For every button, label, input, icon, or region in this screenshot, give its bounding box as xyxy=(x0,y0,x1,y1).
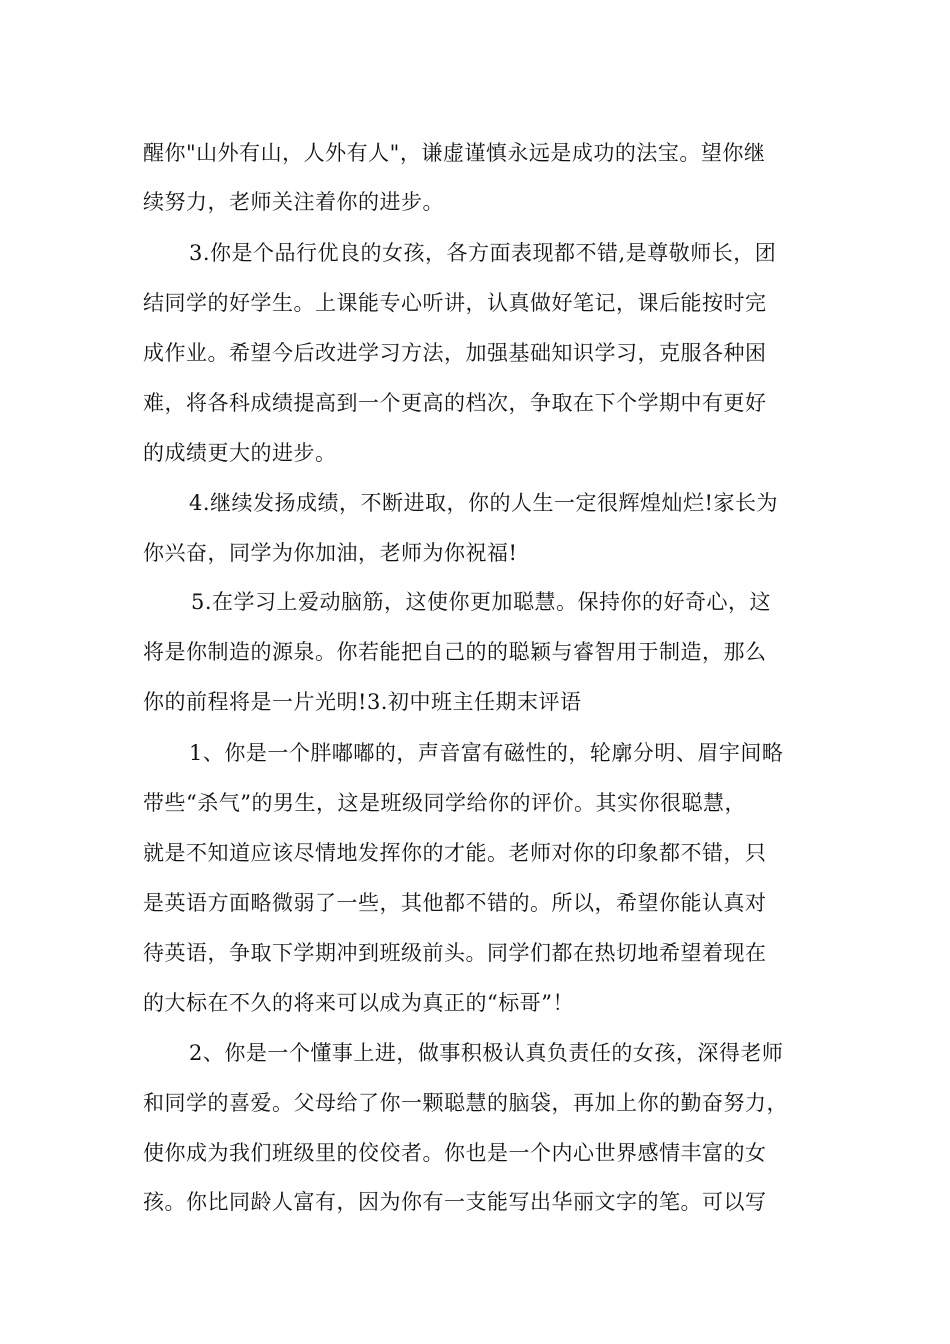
text-line: 难，将各科成绩提高到一个更高的档次，争取在下个学期中有更好 xyxy=(143,391,767,415)
text-line: 醒你"山外有山，人外有人"，谦虚谨慎永远是成功的法宝。望你继 xyxy=(143,141,766,165)
text-line: 带些“杀气”的男生，这是班级同学给你的评价。其实你很聪慧， xyxy=(143,791,746,815)
text-line: 成作业。希望今后改进学习方法，加强基础知识学习，克服各种困 xyxy=(143,341,767,365)
text-line: 你兴奋，同学为你加油，老师为你祝福! xyxy=(143,541,518,565)
text-line: 你的前程将是一片光明!3.初中班主任期末评语 xyxy=(143,690,582,714)
text-line: 待英语，争取下学期冲到班级前头。同学们都在热切地希望着现在 xyxy=(143,941,767,965)
text-line: 孩。你比同龄人富有，因为你有一支能写出华丽文字的笔。可以写 xyxy=(143,1190,767,1214)
text-line: 续努力，老师关注着你的进步。 xyxy=(143,190,444,214)
text-line: 将是你制造的源泉。你若能把自己的的聪颖与睿智用于制造，那么 xyxy=(143,640,767,664)
text-line: 使你成为我们班级里的佼佼者。你也是一个内心世界感情丰富的女 xyxy=(143,1141,767,1165)
text-line: 就是不知道应该尽情地发挥你的才能。老师对你的印象都不错，只 xyxy=(143,841,767,865)
paragraph-3-start: 3.你是个品行优良的女孩，各方面表现都不错,是尊敬师长，团 xyxy=(189,241,777,265)
text-line: 的成绩更大的进步。 xyxy=(143,441,337,465)
comment-1-start: 1、你是一个胖嘟嘟的，声音富有磁性的，轮廓分明、眉宇间略 xyxy=(189,741,784,765)
text-line: 是英语方面略微弱了一些，其他都不错的。所以，希望你能认真对 xyxy=(143,891,767,915)
text-line: 的大标在不久的将来可以成为真正的“标哥”！ xyxy=(143,991,574,1015)
paragraph-4-start: 4.继续发扬成绩，不断进取，你的人生一定很辉煌灿烂!家长为 xyxy=(189,491,778,515)
text-line: 和同学的喜爱。父母给了你一颗聪慧的脑袋，再加上你的勤奋努力， xyxy=(143,1091,788,1115)
text-line: 结同学的好学生。上课能专心听讲，认真做好笔记，课后能按时完 xyxy=(143,291,767,315)
comment-2-start: 2、你是一个懂事上进，做事积极认真负责任的女孩，深得老师 xyxy=(189,1041,784,1065)
paragraph-5-start: 5.在学习上爱动脑筋，这使你更加聪慧。保持你的好奇心，这 xyxy=(191,590,772,614)
